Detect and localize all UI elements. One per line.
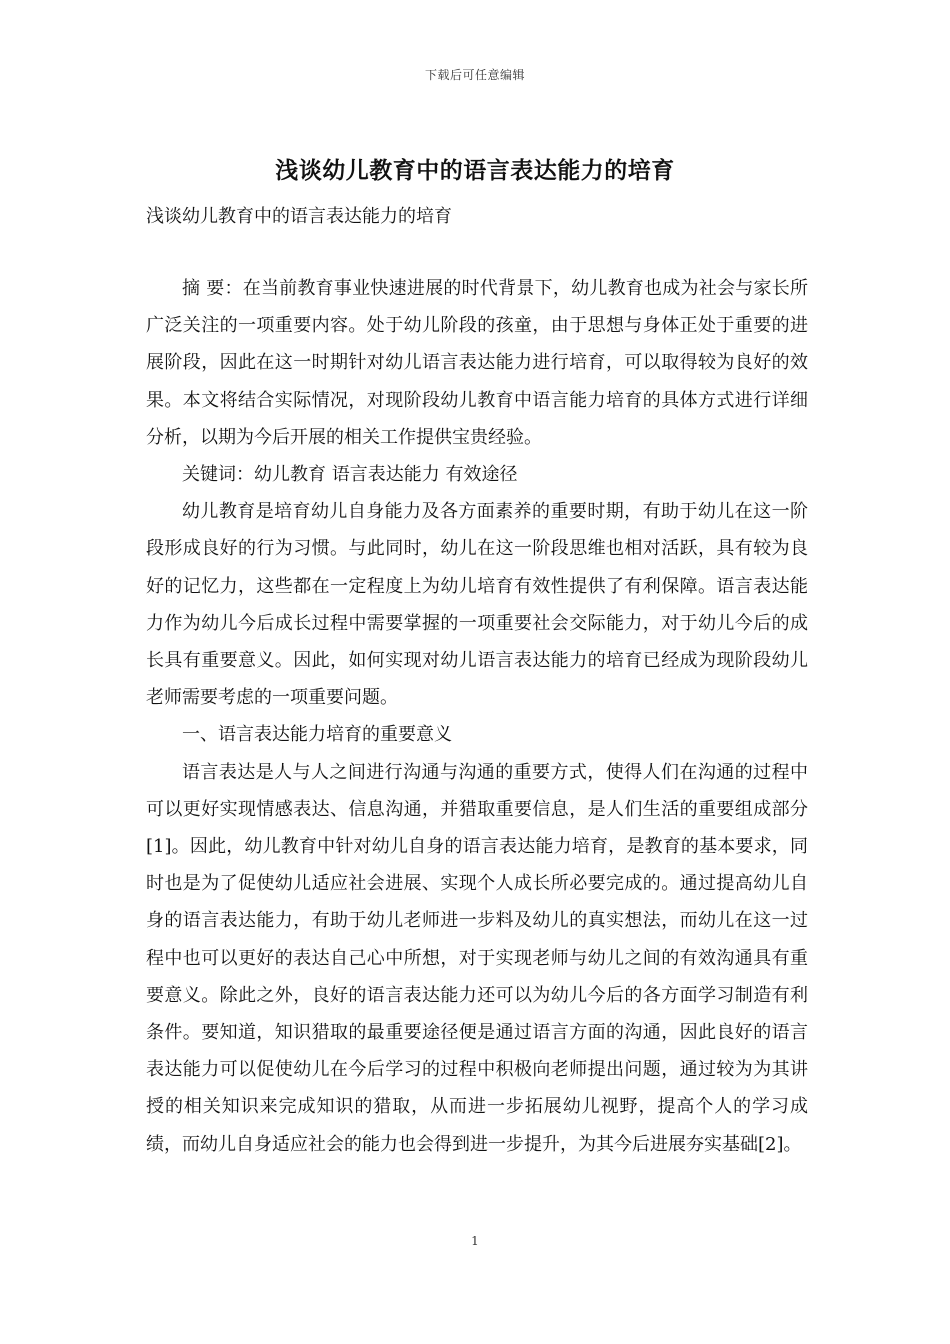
header-note: 下载后可任意编辑	[424, 68, 525, 82]
abstract-paragraph: 摘 要：在当前教育事业快速进展的时代背景下，幼儿教育也成为社会与家长所广泛关注的一项重要内容。处于幼儿阶段的孩童，由于思想与身体正处于重要的进展阶段，因此在这一时期针对幼儿语言表达能力进行培育，可以取得较为良好的效果。本文将结合实际情况，对现阶段幼儿教育中语言能力培育的具体方式进行详细分析，以期为今后开展的相关工作提供宝贵经验。	[146, 278, 808, 448]
document-body	[146, 270, 808, 1163]
page-number: 1	[471, 1234, 479, 1248]
document-subtitle: 浅谈幼儿教育中的语言表达能力的培育	[146, 206, 452, 227]
section-paragraph: 语言表达是人与人之间进行沟通与沟通的重要方式，使得人们在沟通的过程中可以更好实现情感表达、信息沟通，并猎取重要信息，是人们生活的重要组成部分[1]。因此，幼儿教育中针对幼儿自身的语言表达能力培育，是教育的基本要求，同时也是为了促使幼儿适应社会进展、实现个人成长所必要完成的。通过提高幼儿自身的语言表达能力，有助于幼儿老师进一步料及幼儿的真实想法，而幼儿在这一过程中也可以更好的表达自己心中所想，对于实现老师与幼儿之间的有效沟通具有重要意义。除此之外，良好的语言表达能力还可以为幼儿今后的各方面学习制造有利条件。要知道，知识猎取的最重要途径便是通过语言方面的沟通，因此良好的语言表达能力可以促使幼儿在今后学习的过程中积极向老师提出问题，通过较为为其讲授的相关知识来完成知识的猎取，从而进一步拓展幼儿视野，提高个人的学习成绩，而幼儿自身适应社会的能力也会得到进一步提升，为其今后进展夯实基础[2]。	[146, 761, 808, 1155]
document-title: 浅谈幼儿教育中的语言表达能力的培育	[275, 157, 675, 184]
keywords-paragraph: 关键词：幼儿教育 语言表达能力 有效途径	[182, 464, 518, 486]
section-heading: 一、语言表达能力培育的重要意义	[182, 724, 452, 746]
intro-paragraph: 幼儿教育是培育幼儿自身能力及各方面素养的重要时期，有助于幼儿在这一阶段形成良好的行为习惯。与此同时，幼儿在这一阶段思维也相对活跃，具有较为良好的记忆力，这些都在一定程度上为幼儿培育有效性提供了有利保障。语言表达能力作为幼儿今后成长过程中需要掌握的一项重要社会交际能力，对于幼儿今后的成长具有重要意义。因此，如何实现对幼儿语言表达能力的培育已经成为现阶段幼儿老师需要考虑的一项重要问题。	[146, 501, 808, 709]
